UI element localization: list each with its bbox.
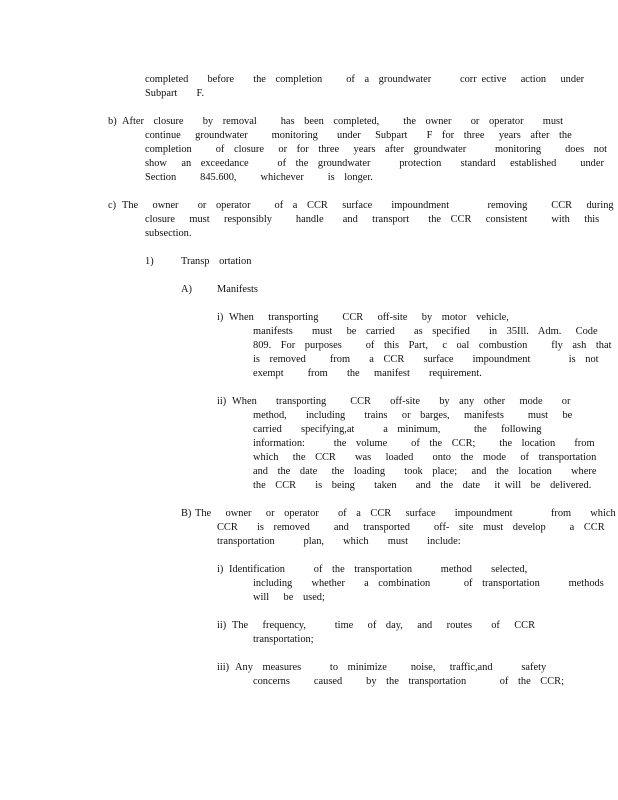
subsection-marker-c: c) (108, 200, 117, 211)
paragraph-line: Subpart F. (145, 88, 205, 99)
subsection-c-line: subsection. (145, 228, 192, 239)
clause-A-i-line: exempt from the manifest requirement. (253, 368, 482, 379)
item-A-heading: Manifests (217, 284, 258, 295)
subsection-b-line: completion of closure or for three years after groundwater monitoring does not (145, 144, 608, 155)
item-letter-A: A) (181, 284, 192, 295)
clause-B-i-line: Identification of the transportation method selected, (229, 564, 528, 575)
item-number-1: 1) (145, 256, 154, 267)
item-B-line: The owner or operator of a CCR surface impoundment from which (195, 508, 616, 519)
clause-A-i-line: is removed from a CCR surface impoundment is not (253, 354, 599, 365)
clause-A-ii-line: information: the volume of the CCR; the location from (253, 438, 595, 449)
clause-B-i-line: will be used; (253, 592, 325, 603)
clause-A-i-line: When transporting CCR off-site by motor vehicle, (229, 312, 509, 323)
clause-A-ii-line: which the CCR was loaded onto the mode of transportation (253, 452, 597, 463)
subsection-b-line: After closure by removal has been completed, the owner or operator must (122, 116, 563, 127)
clause-marker-B-i: i) (217, 564, 224, 575)
clause-marker-B-iii: iii) (217, 662, 230, 673)
clause-B-iii-line: Any measures to minimize noise, traffic,and safety (235, 662, 547, 673)
subsection-c-line: The owner or operator of a CCR surface impoundment removing CCR during (122, 200, 614, 211)
clause-B-iii-line: concerns caused by the transportation of the CCR; (253, 676, 564, 687)
clause-A-i-line: manifests must be carried as specified in 35Ill. Adm. Code (253, 326, 598, 337)
clause-B-ii-line: transportation; (253, 634, 314, 645)
clause-A-ii-line: the CCR is being taken and the date it will be delivered. (253, 480, 592, 491)
subsection-b-line: show an exceedance of the groundwater protection standard established under (145, 158, 604, 169)
clause-marker-B-ii: ii) (217, 620, 227, 631)
clause-marker-A-i: i) (217, 312, 224, 323)
clause-A-ii-line: carried specifying,at a minimum, the following (253, 424, 542, 435)
item-B-line: CCR is removed and transported off- site must develop a CCR (217, 522, 605, 533)
subsection-b-line: continue groundwater monitoring under Subpart F for three years after the (145, 130, 572, 141)
clause-A-i-line: 809. For purposes of this Part, c oal combustion fly ash that (253, 340, 612, 351)
paragraph-line: completed before the completion of a groundwater corr ective action under (145, 74, 585, 85)
item-letter-B: B) (181, 508, 192, 519)
subsection-marker-b: b) (108, 116, 117, 127)
clause-marker-A-ii: ii) (217, 396, 227, 407)
clause-B-i-line: including whether a combination of transportation methods (253, 578, 604, 589)
item-B-line: transportation plan, which must include: (217, 536, 461, 547)
subsection-b-line: Section 845.600, whichever is longer. (145, 172, 373, 183)
clause-A-ii-line: When transporting CCR off-site by any other mode or (232, 396, 571, 407)
item-1-heading: Transp ortation (181, 256, 252, 267)
clause-B-ii-line: The frequency, time of day, and routes of CCR (232, 620, 536, 631)
clause-A-ii-line: and the date the loading took place; and the location where (253, 466, 597, 477)
clause-A-ii-line: method, including trains or barges, manifests must be (253, 410, 573, 421)
subsection-c-line: closure must responsibly handle and transport the CCR consistent with this (145, 214, 600, 225)
